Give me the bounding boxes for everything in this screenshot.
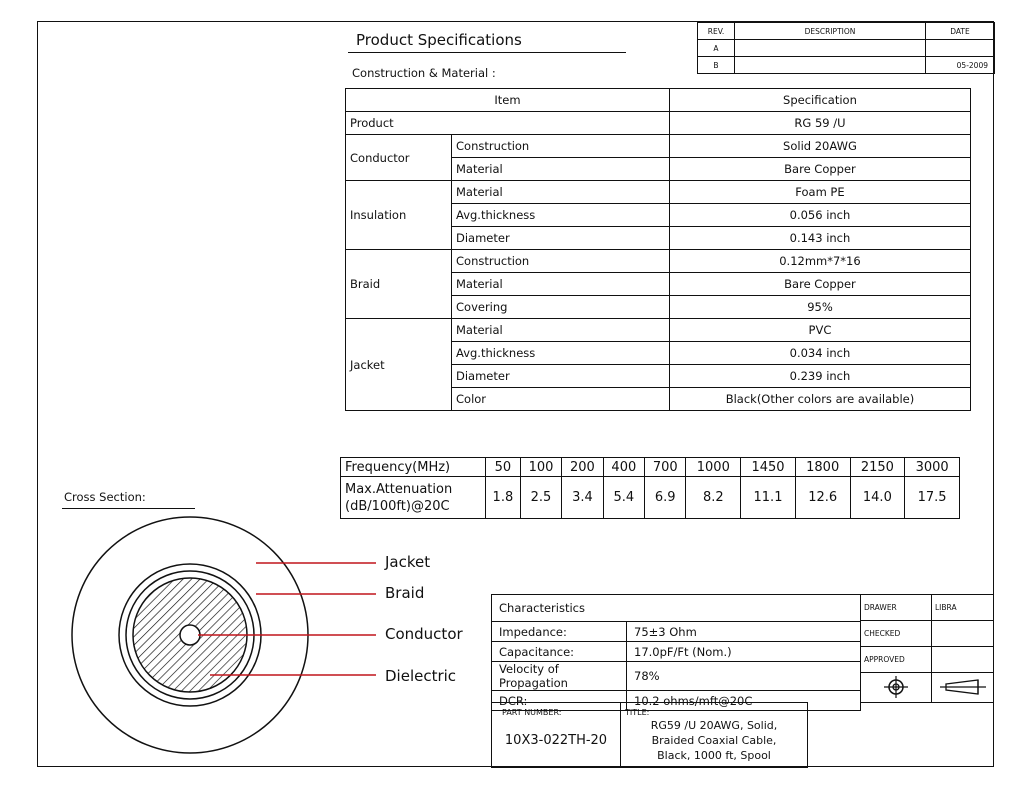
item-label: Material	[452, 319, 670, 342]
item-label: Construction	[452, 135, 670, 158]
attenuation-cell: 11.1	[741, 477, 796, 519]
group-label: Braid	[346, 250, 452, 319]
cross-section-underline	[62, 508, 195, 509]
callout-braid: Braid	[385, 584, 425, 602]
item-label: Material	[452, 273, 670, 296]
rev-cell: B	[698, 57, 735, 74]
group-label: Insulation	[346, 181, 452, 250]
checked-label: CHECKED	[861, 621, 932, 647]
item-label: Covering	[452, 296, 670, 319]
specification-table	[345, 88, 971, 411]
characteristic-label: DCR:	[492, 691, 627, 711]
attenuation-cell: 14.0	[850, 477, 905, 519]
characteristic-value: 75±3 Ohm	[627, 622, 861, 642]
spec-value: Foam PE	[669, 181, 970, 204]
frequency-cell: 200	[562, 458, 603, 477]
drawer-value: LIBRA	[932, 595, 994, 621]
attenuation-cell: 1.8	[486, 477, 521, 519]
cross-section-label: Cross Section:	[64, 490, 146, 504]
part-number-value: 10X3-022TH-20	[504, 733, 608, 748]
frequency-cell: 400	[603, 458, 644, 477]
item-label: Avg.thickness	[452, 342, 670, 365]
frequency-label: Frequency(MHz)	[341, 458, 486, 477]
attenuation-cell: 5.4	[603, 477, 644, 519]
item-label: Diameter	[452, 365, 670, 388]
characteristics-table	[491, 594, 861, 711]
date-cell: 05-2009	[926, 57, 995, 74]
specification-header: Specification	[669, 89, 970, 112]
description-cell	[735, 57, 926, 74]
projection-symbol-cell	[861, 673, 932, 703]
page-title: Product Specifications	[356, 31, 522, 49]
attenuation-cell: 17.5	[905, 477, 960, 519]
description-header: DESCRIPTION	[735, 23, 926, 40]
attenuation-cell: 2.5	[520, 477, 561, 519]
rev-cell: A	[698, 40, 735, 57]
group-label: Conductor	[346, 135, 452, 181]
drawer-label: DRAWER	[861, 595, 932, 621]
attenuation-cell: 6.9	[645, 477, 686, 519]
spec-value: Bare Copper	[669, 273, 970, 296]
target-projection-icon	[883, 676, 909, 698]
signoff-table	[860, 594, 994, 703]
frequency-cell: 700	[645, 458, 686, 477]
item-label: Material	[452, 158, 670, 181]
item-label: Avg.thickness	[452, 204, 670, 227]
title-line: RG59 /U 20AWG, Solid,	[650, 719, 778, 732]
attenuation-label-line: (dB/100ft)@20C	[345, 498, 450, 514]
frequency-cell: 1000	[686, 458, 741, 477]
spec-value: 0.12mm*7*16	[669, 250, 970, 273]
checked-value	[932, 621, 994, 647]
date-header: DATE	[926, 23, 995, 40]
part-number-cell	[492, 703, 621, 768]
frequency-cell: 50	[486, 458, 521, 477]
characteristic-value: 17.0pF/Ft (Nom.)	[627, 642, 861, 662]
projection-symbol-cell	[932, 673, 994, 703]
group-label: Jacket	[346, 319, 452, 411]
cable-cross-section-diagram	[60, 515, 480, 760]
frequency-cell: 1450	[741, 458, 796, 477]
section-subtitle: Construction & Material :	[352, 66, 496, 80]
part-title-table	[491, 702, 808, 768]
title-line: Black, 1000 ft, Spool	[657, 749, 771, 762]
title-cell	[621, 703, 808, 768]
characteristic-label: Capacitance:	[492, 642, 627, 662]
callout-jacket: Jacket	[385, 553, 431, 571]
spec-value: 0.239 inch	[669, 365, 970, 388]
spec-value: Solid 20AWG	[669, 135, 970, 158]
item-label: Color	[452, 388, 670, 411]
item-label: Construction	[452, 250, 670, 273]
spec-value: 0.034 inch	[669, 342, 970, 365]
description-cell	[735, 40, 926, 57]
attenuation-label	[341, 477, 486, 519]
frequency-cell: 2150	[850, 458, 905, 477]
attenuation-table	[340, 457, 960, 519]
frequency-cell: 100	[520, 458, 561, 477]
characteristic-label: Velocity of Propagation	[492, 662, 627, 691]
spec-value: 95%	[669, 296, 970, 319]
characteristic-value: 78%	[627, 662, 861, 691]
callout-conductor: Conductor	[385, 625, 463, 643]
attenuation-cell: 3.4	[562, 477, 603, 519]
product-value: RG 59 /U	[669, 112, 970, 135]
characteristic-label: Impedance:	[492, 622, 627, 642]
characteristics-title: Characteristics	[492, 595, 861, 622]
frequency-cell: 1800	[795, 458, 850, 477]
title-label: TITLE:	[625, 708, 650, 717]
spec-value: 0.143 inch	[669, 227, 970, 250]
spec-value: PVC	[669, 319, 970, 342]
frequency-cell: 3000	[905, 458, 960, 477]
approved-label: APPROVED	[861, 647, 932, 673]
attenuation-label-line: Max.Attenuation	[345, 481, 453, 497]
attenuation-cell: 8.2	[686, 477, 741, 519]
cone-projection-icon	[938, 676, 988, 698]
characteristic-value: 10.2 ohms/mft@20C	[627, 691, 861, 711]
revision-table	[697, 22, 995, 74]
spec-value: Bare Copper	[669, 158, 970, 181]
title-underline	[348, 52, 626, 53]
rev-header: REV.	[698, 23, 735, 40]
item-header: Item	[346, 89, 670, 112]
callout-dielectric: Dielectric	[385, 667, 457, 685]
title-line: Braided Coaxial Cable,	[651, 734, 777, 747]
date-cell	[926, 40, 995, 57]
item-label: Diameter	[452, 227, 670, 250]
spec-value: Black(Other colors are available)	[669, 388, 970, 411]
spec-value: 0.056 inch	[669, 204, 970, 227]
product-label: Product	[346, 112, 670, 135]
conductor-circle	[180, 625, 200, 645]
attenuation-cell: 12.6	[795, 477, 850, 519]
approved-value	[932, 647, 994, 673]
item-label: Material	[452, 181, 670, 204]
part-number-label: PART NUMBER:	[502, 708, 562, 717]
